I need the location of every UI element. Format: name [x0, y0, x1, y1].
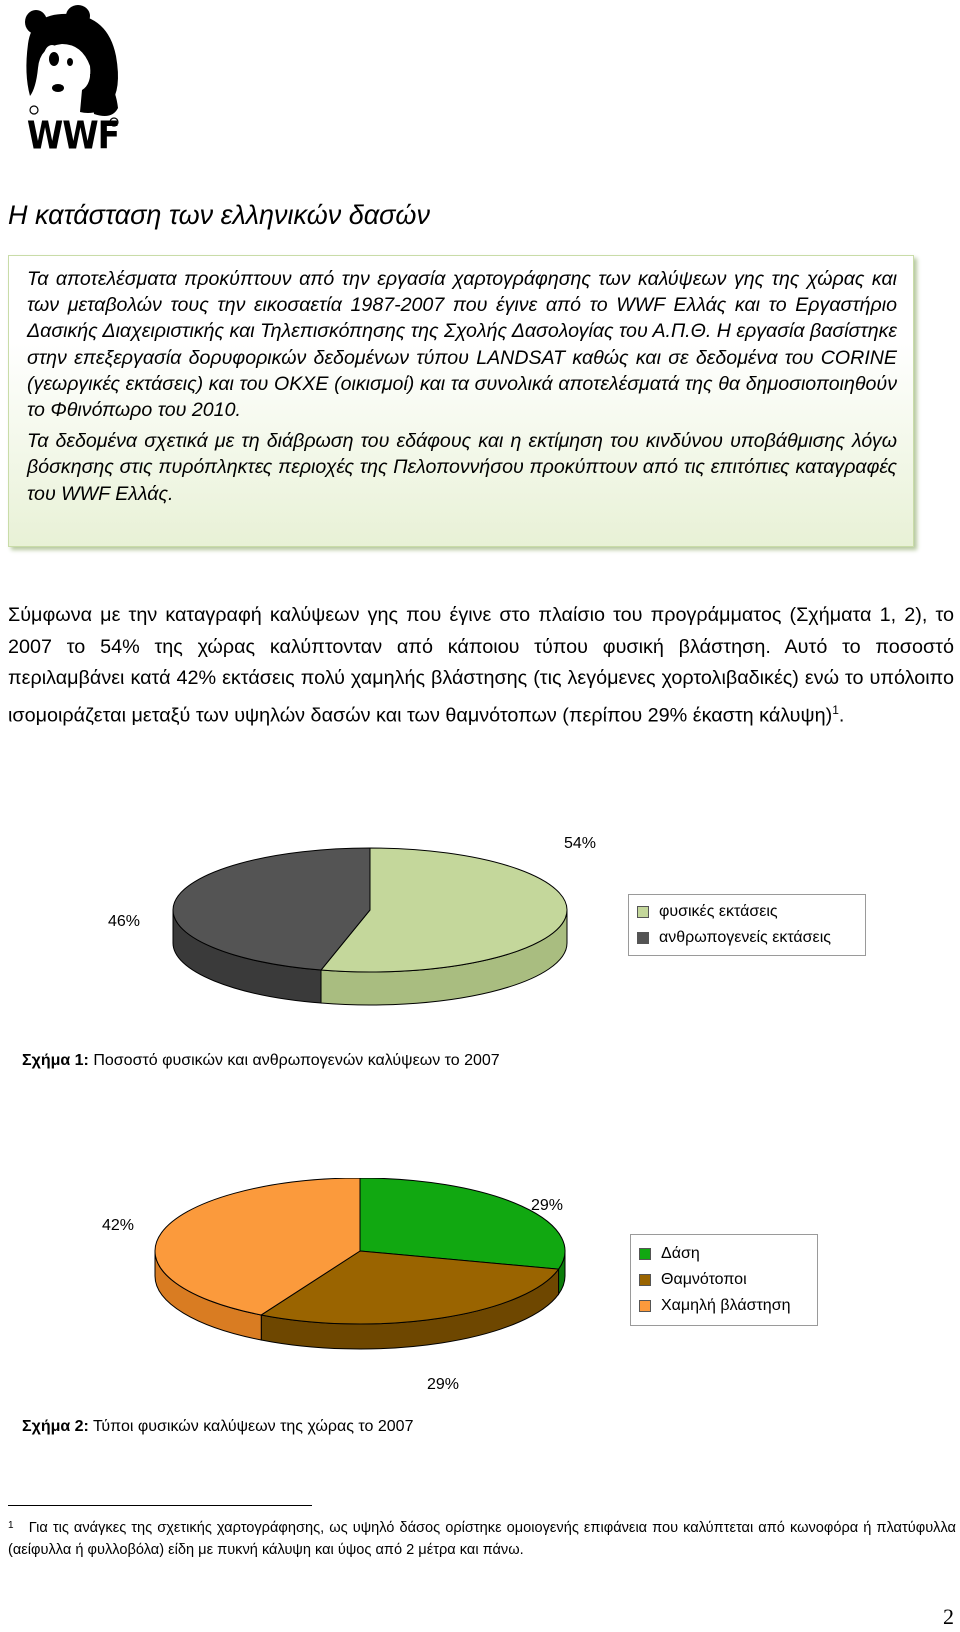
page-title: Η κατάσταση των ελληνικών δασών	[8, 200, 430, 230]
legend-item-2	[629, 925, 865, 951]
footnote	[8, 1517, 956, 1561]
data-label-1: 54%	[563, 835, 597, 852]
body-end: .	[838, 704, 845, 727]
legend-label-2: Θαμνότοποι	[661, 1271, 747, 1288]
legend-item-1	[631, 1241, 817, 1267]
pie-chart-land-cover	[0, 820, 960, 1020]
footnote-reference[interactable]: 1	[832, 702, 839, 717]
legend-swatch-1	[637, 906, 649, 918]
data-label-2: 29%	[426, 1376, 460, 1393]
footnote-number: 1	[8, 1520, 14, 1531]
legend-swatch-2	[637, 932, 649, 944]
wwf-logo	[22, 4, 124, 156]
figure-1-caption	[22, 1052, 500, 1070]
intro-box	[8, 255, 914, 547]
legend-label-3: Χαμηλή βλάστηση	[661, 1297, 791, 1314]
figure-2-caption	[22, 1418, 413, 1436]
footnote-rule	[8, 1505, 312, 1506]
intro-paragraph-1: Τα αποτελέσματα προκύπτουν από την εργασία χαρτογράφησης των καλύψεων γης της χώρας και των μεταβολών τους την εικοσαετία 1987-2007 που έγινε από το WWF Ελλάς και το Εργαστήριο Δασικής Διαχειριστικής και Τηλεπισκόπησης της Σχολής Δασολογίας του Α.Π.Θ. Η εργασία βασίστηκε στην επεξεργασία δορυφορικών δεδομένων τύπου LANDSAT καθώς και σε δεδομένα του CORINE (γεωργικές εκτάσεις) και του ΟΚΧΕ (οικισμοί) και τα συνολικά αποτελέσματά της θα δημοσιοποιηθούν το Φθινόπωρο του 2010.	[27, 268, 897, 422]
figure-1-label: Σχήμα 1:	[22, 1052, 89, 1069]
body-text: Σύμφωνα με την καταγραφή καλύψεων γης που έγινε στο πλαίσιο του προγράμματος (Σχήματα 1, 2), το 2007 το 54% της χώρας καλύπτονταν από κάποιου τύπου φυσική βλάστηση. Αυτό το ποσοστό περιλαμβάνει κατά 42% εκτάσεις πολύ χαμηλής βλάστησης (τις λεγόμενες χορτολιβαδικές) ενώ το υπόλοιπο ισομοιράζεται μεταξύ των υψηλών δασών και των θαμνότοπων (περίπου 29% έκαστη κάλυψη)	[8, 604, 954, 727]
chart-1-legend	[628, 894, 866, 956]
legend-label-1: φυσικές εκτάσεις	[659, 903, 778, 920]
legend-swatch-2	[639, 1274, 651, 1286]
legend-label-1: Δάση	[661, 1245, 700, 1262]
data-label-2: 46%	[107, 913, 141, 930]
figure-1-text: Ποσοστό φυσικών και ανθρωπογενών καλύψεων το 2007	[88, 1052, 500, 1069]
pie-chart-vegetation-types	[0, 1178, 960, 1398]
data-label-1: 29%	[530, 1197, 564, 1214]
figure-2-text: Τύποι φυσικών καλύψεων της χώρας το 2007	[88, 1418, 414, 1435]
legend-label-2: ανθρωπογενείς εκτάσεις	[659, 929, 831, 946]
body-paragraph	[8, 600, 954, 732]
legend-item-2	[631, 1267, 817, 1293]
logo-text: WWF	[26, 113, 120, 158]
data-label-3: 42%	[101, 1217, 135, 1234]
legend-item-3	[631, 1293, 817, 1319]
page-number: 2	[943, 1604, 954, 1629]
intro-paragraph-2: Τα δεδομένα σχετικά με τη διάβρωση του εδάφους και η εκτίμηση του κινδύνου υποβάθμισης λόγω βόσκησης στις πυρόπληκτες περιοχές της Πελοποννήσου προκύπτουν από τις επιτόπιες καταγραφές του WWF Ελλάς.	[27, 430, 897, 505]
figure-2-label: Σχήμα 2:	[22, 1418, 89, 1435]
footnote-text: Για τις ανάγκες της σχετικής χαρτογράφησης, ως υψηλό δάσος ορίστηκε ομοιογενής επιφάνεια που καλύπτεται από κωνοφόρα ή πλατύφυλλα (αείφυλλα ή φυλλοβόλα) είδη με πυκνή κάλυψη και ύψος από 2 μέτρα και πάνω.	[8, 1520, 956, 1558]
chart-2-legend	[630, 1234, 818, 1326]
legend-item-1	[629, 899, 865, 925]
legend-swatch-1	[639, 1248, 651, 1260]
legend-swatch-3	[639, 1300, 651, 1312]
